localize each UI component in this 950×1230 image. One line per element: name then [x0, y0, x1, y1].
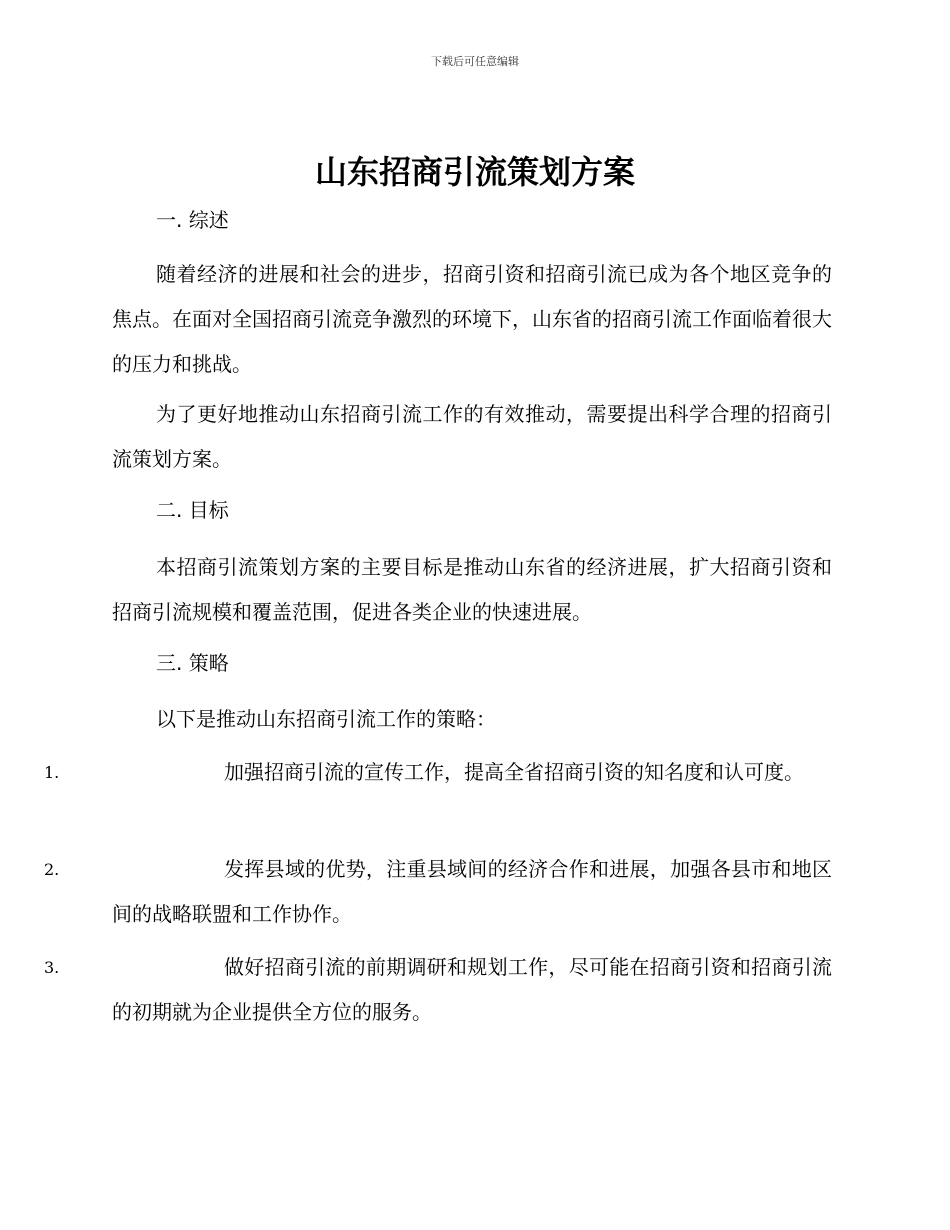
document-title: 山东招商引流策划方案	[314, 153, 635, 191]
header-note: 下载后可任意编辑	[431, 55, 519, 68]
overview-paragraph: 为了更好地推动山东招商引流工作的有效推动，需要提出科学合理的招商引流策划方案。	[112, 402, 832, 471]
overview-paragraph: 随着经济的进展和社会的进步，招商引资和招商引流已成为各个地区竞争的焦点。在面对全国招商引流竞争激烈的环境下，山东省的招商引流工作面临着很大的压力和挑战。	[112, 262, 832, 376]
list-item	[44, 750, 832, 795]
list-item-text: 做好招商引流的前期调研和规划工作，尽可能在招商引资和招商引流的初期就为企业提供全方位的服务。	[112, 955, 832, 1024]
list-item-number: 1.	[44, 763, 60, 782]
list-item-text: 加强招商引流的宣传工作，提高全省招商引资的知名度和认可度。	[224, 760, 804, 784]
goal-paragraph: 本招商引流策划方案的主要目标是推动山东省的经济进展，扩大招商引资和招商引流规模和覆盖范围，促进各类企业的快速进展。	[112, 555, 832, 624]
list-item	[44, 847, 832, 937]
section-heading-goal: 二. 目标	[156, 498, 229, 522]
list-item-text: 发挥县域的优势，注重县域间的经济合作和进展，加强各县市和地区间的战略联盟和工作协作。	[112, 857, 832, 926]
section-heading-strategy: 三. 策略	[156, 651, 229, 675]
list-item-number: 3.	[44, 958, 60, 977]
strategy-intro: 以下是推动山东招商引流工作的策略：	[156, 707, 496, 731]
list-item	[44, 945, 832, 1035]
section-heading-overview: 一. 综述	[156, 208, 229, 232]
list-item-number: 2.	[44, 860, 60, 879]
